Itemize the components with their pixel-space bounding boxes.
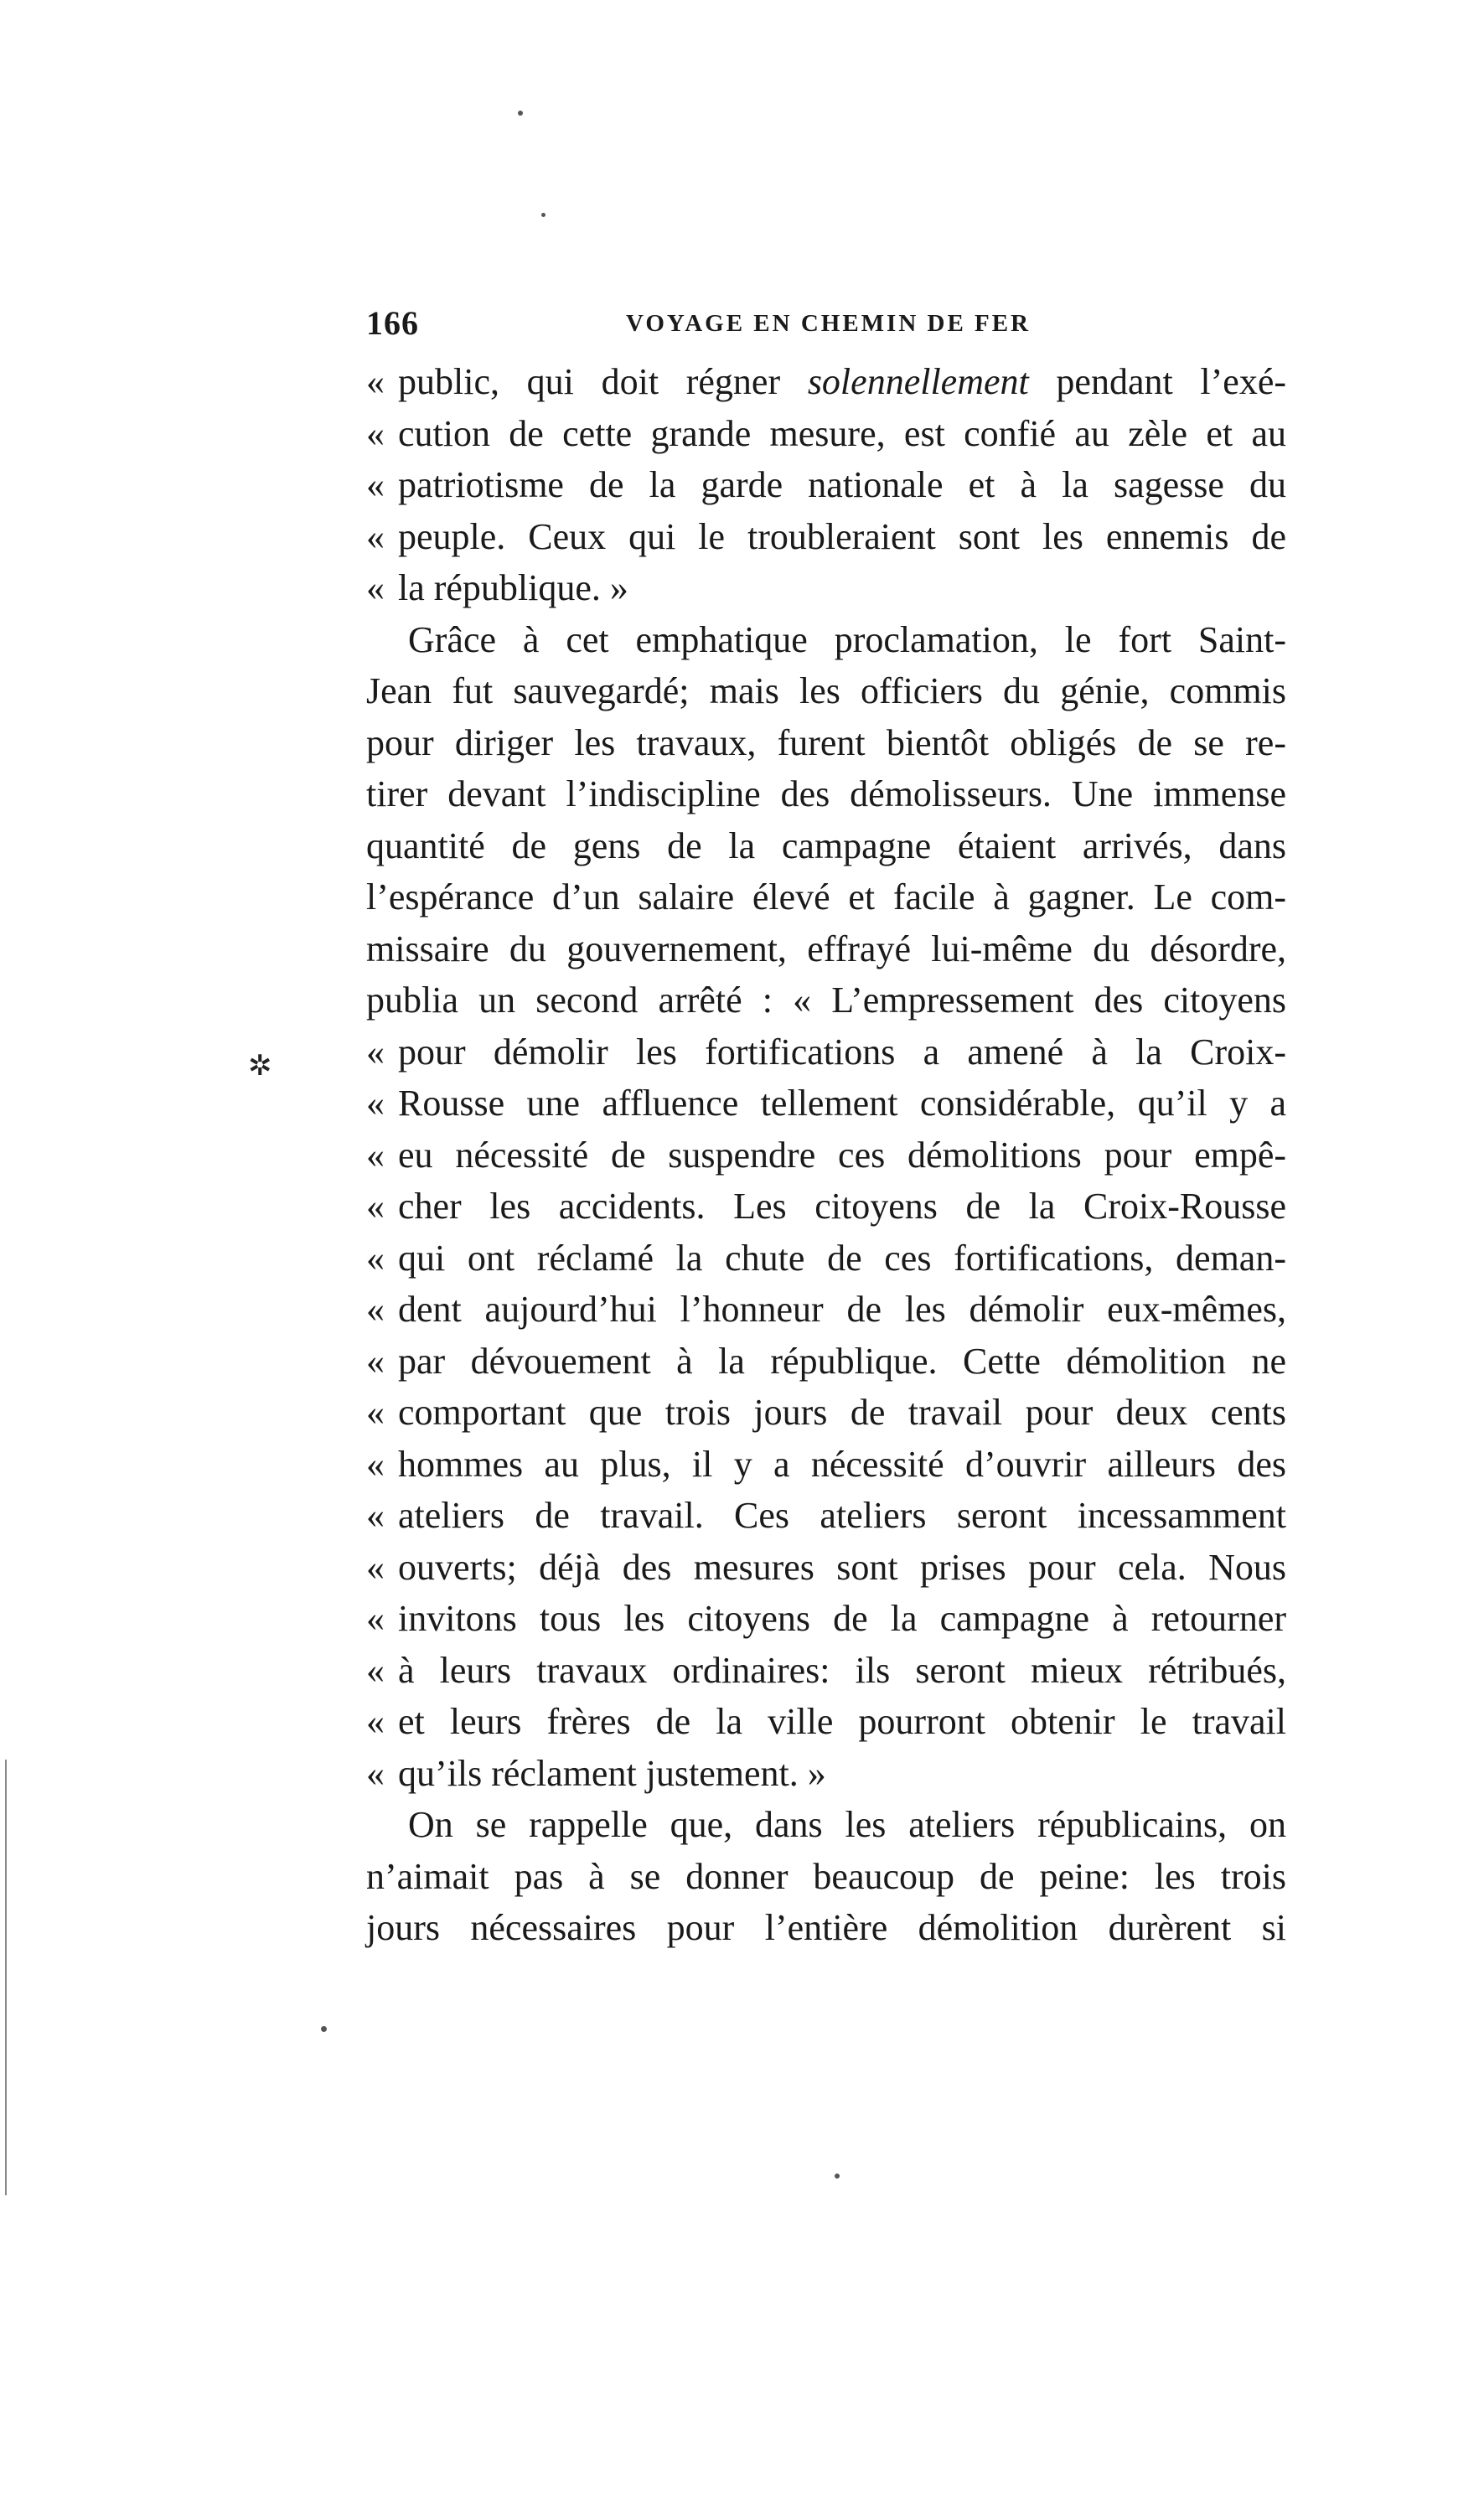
quote-mark: « bbox=[366, 412, 385, 454]
text-line bbox=[366, 614, 1286, 666]
text-line bbox=[366, 923, 1286, 975]
text-line bbox=[366, 1799, 1286, 1851]
text-line bbox=[366, 1181, 1286, 1233]
text-line bbox=[366, 1439, 1286, 1491]
italic-text: solennellement bbox=[807, 361, 1029, 402]
quote-mark: « bbox=[366, 1598, 385, 1639]
line-text: Jean fut sauvegardé; mais les officiers du génie, commis bbox=[366, 670, 1286, 711]
line-text: cher les accidents. Les citoyens de la Croix-Rousse bbox=[398, 1186, 1286, 1227]
text-line bbox=[366, 1233, 1286, 1285]
quote-mark: « bbox=[366, 1031, 385, 1073]
line-text: l’espérance d’un salaire élevé et facile à gagner. Le com- bbox=[366, 876, 1286, 918]
line-text: pendant l’exé- bbox=[1028, 361, 1287, 402]
body-text bbox=[366, 356, 1286, 1954]
line-text: pour démolir les fortifications a amené à la Croix- bbox=[398, 1031, 1286, 1073]
text-line bbox=[366, 1645, 1286, 1697]
text-line bbox=[366, 1078, 1286, 1129]
line-text: ouverts; déjà des mesures sont prises pour cela. Nous bbox=[398, 1546, 1286, 1588]
text-line bbox=[366, 1336, 1286, 1388]
line-text: Rousse une affluence tellement considérable, qu’il y a bbox=[398, 1083, 1286, 1124]
quote-mark: « bbox=[366, 1443, 385, 1485]
text-line bbox=[366, 562, 1286, 614]
quote-mark: « bbox=[366, 1134, 385, 1176]
scan-speck bbox=[518, 111, 523, 116]
text-line bbox=[366, 820, 1286, 872]
line-text: peuple. Ceux qui le troubleraient sont les ennemis de bbox=[398, 515, 1286, 557]
text-line bbox=[366, 768, 1286, 820]
line-text: qu’ils réclament justement. » bbox=[398, 1752, 826, 1794]
text-line bbox=[366, 459, 1286, 511]
text-line bbox=[366, 1026, 1286, 1078]
quote-mark: « bbox=[366, 1237, 385, 1279]
quote-mark: « bbox=[366, 567, 385, 608]
line-text: et leurs frères de la ville pourront obtenir le travail bbox=[398, 1701, 1286, 1742]
text-line bbox=[366, 1129, 1286, 1181]
text-line bbox=[366, 356, 1286, 408]
text-line bbox=[366, 1542, 1286, 1594]
page-number: 166 bbox=[366, 304, 419, 342]
line-text: n’aimait pas à se donner beaucoup de peine: les trois bbox=[366, 1855, 1286, 1897]
line-text: invitons tous les citoyens de la campagne à retourner bbox=[398, 1598, 1286, 1639]
text-line bbox=[366, 974, 1286, 1026]
line-text: comportant que trois jours de travail pour deux cents bbox=[398, 1392, 1286, 1433]
text-line bbox=[366, 1748, 1286, 1800]
line-text: publia un second arrêté : « L’empressement des citoyens bbox=[366, 980, 1286, 1021]
line-text: à leurs travaux ordinaires: ils seront mieux rétribués, bbox=[398, 1649, 1286, 1691]
line-text: par dévouement à la république. Cette démolition ne bbox=[398, 1340, 1286, 1382]
text-line bbox=[366, 665, 1286, 717]
line-text: ateliers de travail. Ces ateliers seront incessamment bbox=[398, 1495, 1286, 1536]
line-text: jours nécessaires pour l’entière démolition durèrent si bbox=[366, 1907, 1286, 1948]
line-text: eu nécessité de suspendre ces démolitions pour empê- bbox=[398, 1134, 1286, 1176]
text-line bbox=[366, 1387, 1286, 1439]
scan-speck bbox=[321, 2026, 327, 2032]
quote-mark: « bbox=[366, 1546, 385, 1588]
text-line bbox=[366, 1593, 1286, 1645]
line-text: quantité de gens de la campagne étaient arrivés, dans bbox=[366, 824, 1286, 866]
text-line bbox=[366, 1284, 1286, 1336]
quote-mark: « bbox=[366, 1340, 385, 1382]
quote-mark: « bbox=[366, 1701, 385, 1742]
quote-mark: « bbox=[366, 1186, 385, 1227]
scan-speck bbox=[835, 2174, 840, 2179]
text-line bbox=[366, 1696, 1286, 1748]
line-text: qui ont réclamé la chute de ces fortifications, deman- bbox=[398, 1237, 1286, 1279]
quote-mark: « bbox=[366, 1289, 385, 1330]
text-line bbox=[366, 1851, 1286, 1903]
quote-mark: « bbox=[366, 464, 385, 505]
line-text: Grâce à cet emphatique proclamation, le fort Saint- bbox=[408, 618, 1286, 660]
line-text: public, qui doit régner bbox=[398, 361, 808, 402]
quote-mark: « bbox=[366, 361, 385, 402]
line-text: pour diriger les travaux, furent bientôt obligés de se re- bbox=[366, 721, 1286, 763]
line-text: cution de cette grande mesure, est confié au zèle et au bbox=[398, 412, 1286, 454]
line-text: missaire du gouvernement, effrayé lui-même du désordre, bbox=[366, 928, 1286, 969]
line-text: hommes au plus, il y a nécessité d’ouvrir ailleurs des bbox=[398, 1443, 1286, 1485]
line-text: On se rappelle que, dans les ateliers républicains, on bbox=[408, 1804, 1286, 1845]
text-line bbox=[366, 1490, 1286, 1542]
quote-mark: « bbox=[366, 1083, 385, 1124]
scan-speck bbox=[541, 213, 546, 217]
line-text: tirer devant l’indiscipline des démolisseurs. Une immense bbox=[366, 773, 1286, 814]
line-text: dent aujourd’hui l’honneur de les démolir eux-mêmes, bbox=[398, 1289, 1286, 1330]
text-line bbox=[366, 408, 1286, 460]
scan-edge-line bbox=[5, 1760, 7, 2195]
quote-mark: « bbox=[366, 1752, 385, 1794]
text-line bbox=[366, 871, 1286, 923]
text-line bbox=[366, 511, 1286, 563]
quote-mark: « bbox=[366, 1649, 385, 1691]
printer-mark-icon: ✲ bbox=[248, 1051, 272, 1082]
text-line bbox=[366, 717, 1286, 769]
quote-mark: « bbox=[366, 1392, 385, 1433]
running-title: VOYAGE EN CHEMIN DE FER bbox=[626, 310, 1032, 337]
text-line bbox=[366, 1902, 1286, 1954]
page-header bbox=[366, 303, 1296, 345]
line-text: la république. » bbox=[398, 567, 628, 608]
quote-mark: « bbox=[366, 515, 385, 557]
quote-mark: « bbox=[366, 1495, 385, 1536]
line-text: patriotisme de la garde nationale et à la sagesse du bbox=[398, 464, 1286, 505]
